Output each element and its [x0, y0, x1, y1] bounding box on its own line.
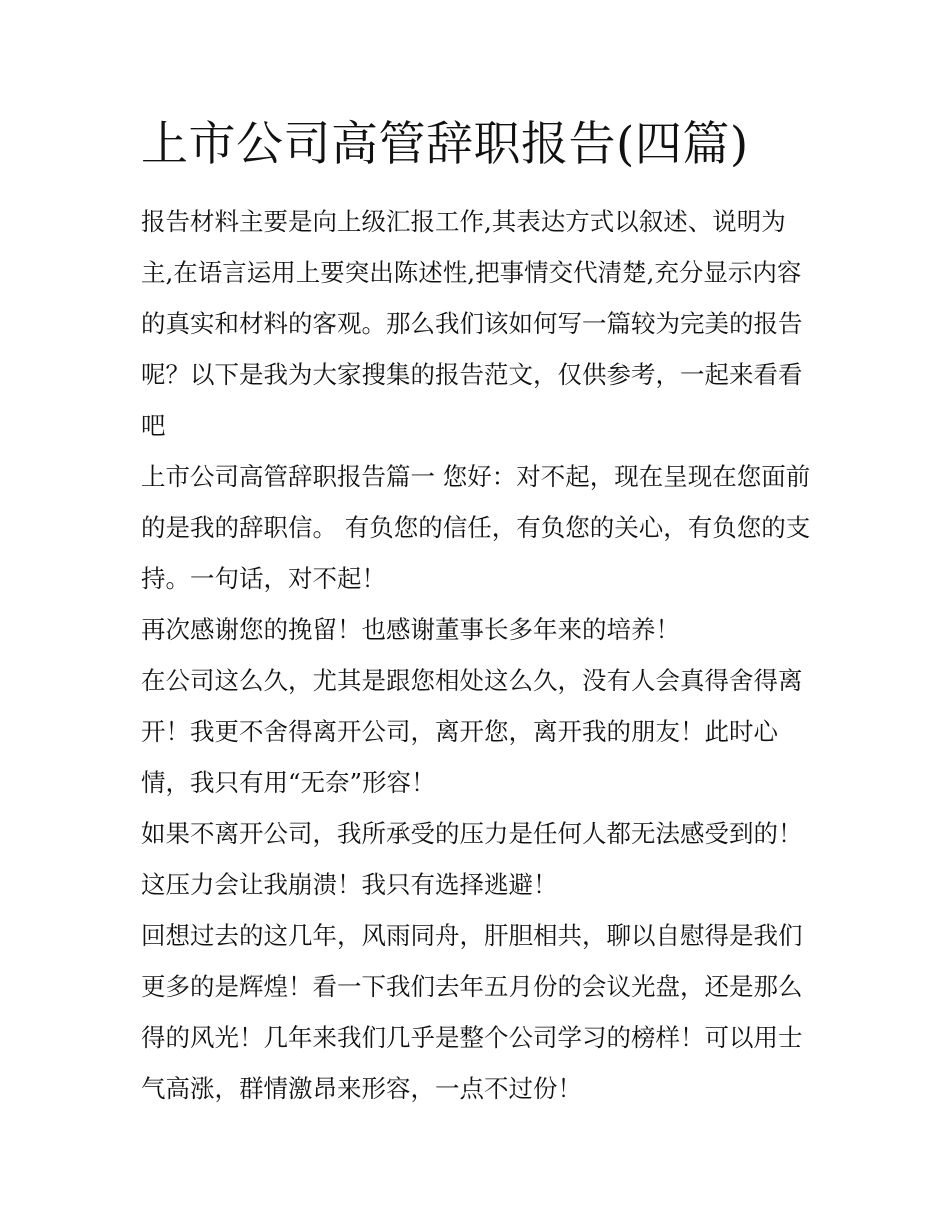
- paragraph: 在公司这么久，尤其是跟您相处这么久，没有人会真得舍得离开！我更不舍得离开公司，离开您，离开我的朋友！此时心情，我只有用“无奈”形容！: [141, 666, 803, 797]
- paragraph: 上市公司高管辞职报告篇一 您好：对不起，现在呈现在您面前的是我的辞职信。 有负您的信任，有负您的关心，有负您的支持。一句话，对不起！: [141, 462, 811, 593]
- paragraph: 再次感谢您的挽留！也感谢董事长多年来的培养！: [141, 615, 680, 644]
- paragraph: 回想过去的这几年，风雨同舟，肝胆相共，聊以自慰得是我们更多的是辉煌！看一下我们去年五月份的会议光盘，还是那么得的风光！几年来我们几乎是整个公司学习的榜样！可以用士气高涨，群情激昂来形容，一点不过份！: [141, 921, 803, 1103]
- document-body: [141, 196, 817, 1114]
- paragraph: 如果不离开公司，我所承受的压力是任何人都无法感受到的！这压力会让我崩溃！我只有选择逃避！: [141, 819, 803, 899]
- document-title: 上市公司高管辞职报告(四篇): [141, 117, 749, 172]
- intro-paragraph: 报告材料主要是向上级汇报工作,其表达方式以叙述、说明为主,在语言运用上要突出陈述性,把事情交代清楚,充分显示内容的真实和材料的客观。那么我们该如何写一篇较为完美的报告呢？以下是我为大家搜集的报告范文，仅供参考，一起来看看吧: [141, 207, 803, 440]
